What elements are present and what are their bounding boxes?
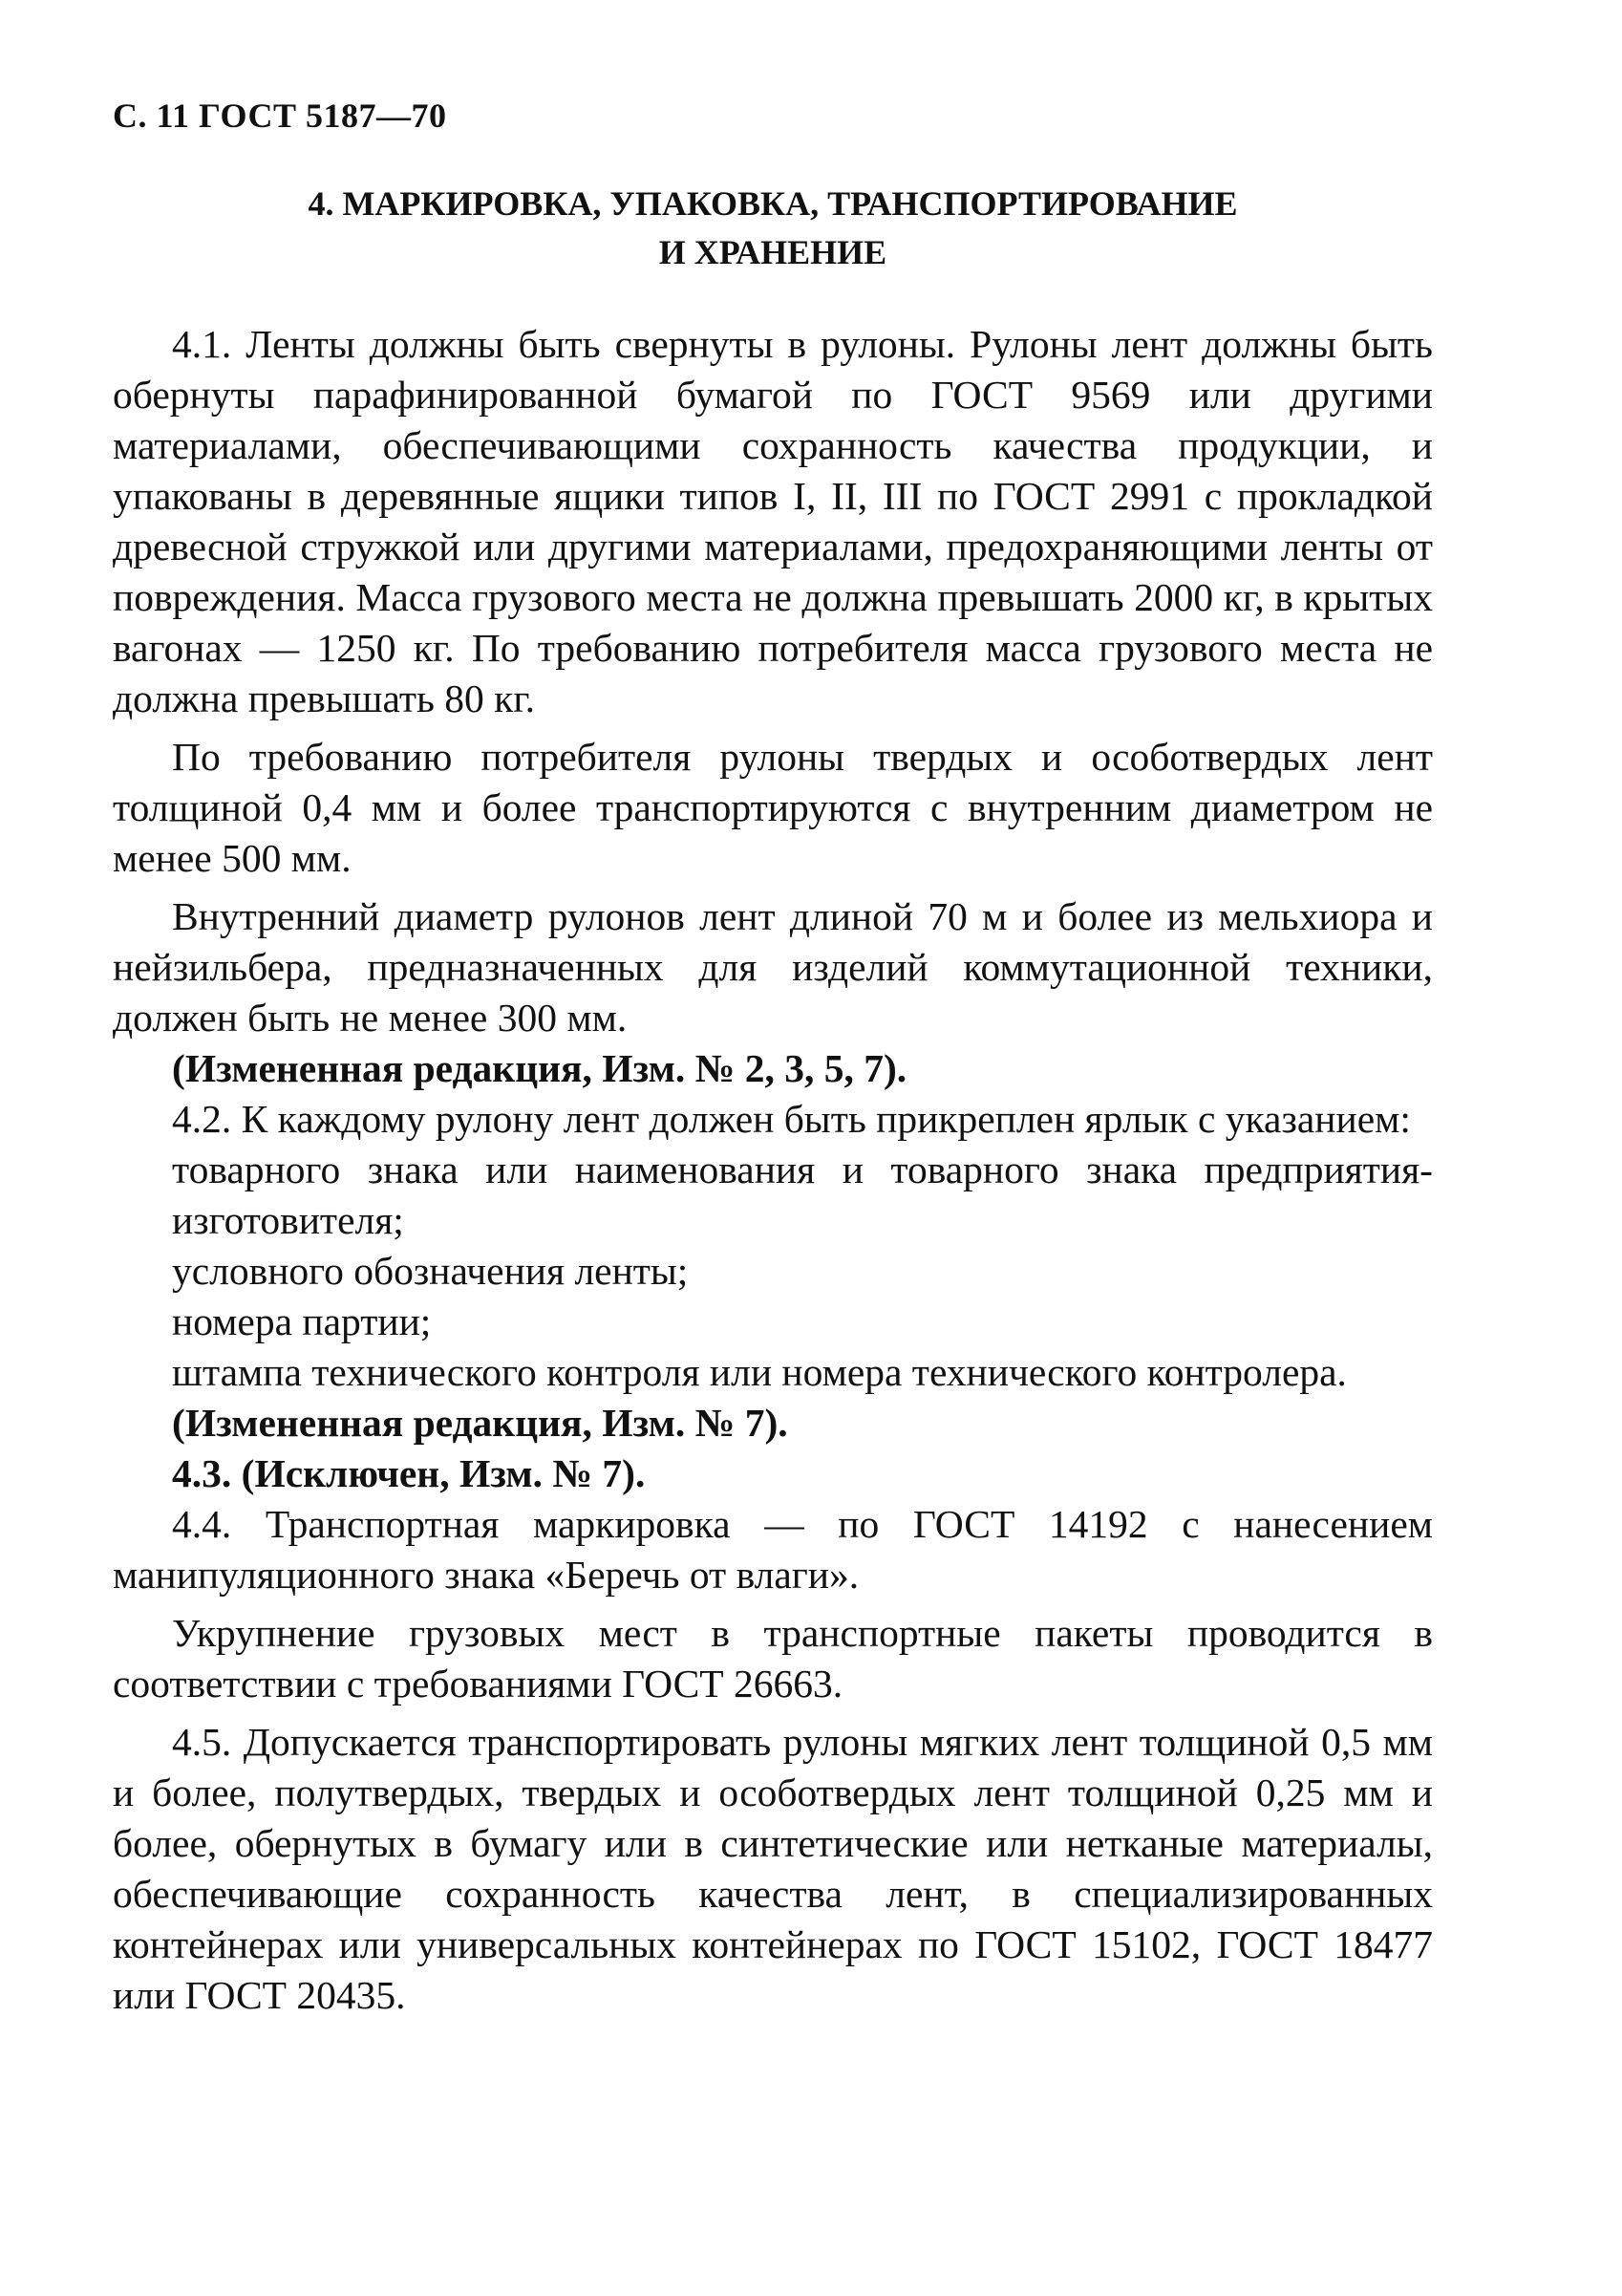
paragraph-4-2: 4.2. К каждому рулону лент должен быть прикреплен ярлык с указанием:: [172, 1097, 1411, 1141]
paragraph-4-1-inner-diameter: Внутренний диаметр рулонов лент длиной 70 м и более из мельхиора и нейзильбера, предназначенных для изделий коммутационной техники, должен быть не менее 300 мм.: [113, 894, 1433, 1040]
paragraph-4-1: 4.1. Ленты должны быть свернуты в рулоны. Рулоны лент должны быть обернуты парафинированной бумагой по ГОСТ 9569 или другими материалами, обеспечивающими сохранность качества продукции, и упакованы в деревянные ящики типов I, II, III по ГОСТ 2991 с прокладкой древесной стружкой или другими материалами, предохраняющими ленты от повреждения. Масса грузового места не должна превышать 2000 кг, в крытых вагонах — 1250 кг. По требованию потребителя масса грузового места не должна превышать 80 кг.: [113, 322, 1433, 720]
section-title: [113, 180, 1433, 277]
document-body: [113, 319, 1433, 2021]
page-header: С. 11 ГОСТ 5187—70: [113, 97, 447, 135]
section-title-line-1: 4. МАРКИРОВКА, УПАКОВКА, ТРАНСПОРТИРОВАНИЕ: [308, 184, 1238, 223]
label-list-item-3: номера партии;: [172, 1299, 432, 1343]
label-list-item-4: штампа технического контроля или номера технического контролера.: [172, 1350, 1347, 1394]
paragraph-4-4-consolidation: Укрупнение грузовых мест в транспортные пакеты проводится в соответствии с требованиями ГОСТ 26663.: [113, 1611, 1433, 1706]
label-list-item-1: товарного знака или наименования и товарного знака предприятия-изготовителя;: [172, 1148, 1433, 1242]
section-title-line-2: И ХРАНЕНИЕ: [658, 233, 887, 271]
amendment-note-4-1: (Измененная редакция, Изм. № 2, 3, 5, 7).: [172, 1046, 907, 1090]
document-page: [113, 96, 1433, 2021]
paragraph-4-3: 4.3. (Исключен, Изм. № 7).: [172, 1451, 646, 1495]
paragraph-4-1-consumer: По требованию потребителя рулоны твердых и особотвердых лент толщиной 0,4 мм и более транспортируются с внутренним диаметром не менее 500 мм.: [113, 735, 1433, 880]
amendment-note-4-2: (Измененная редакция, Изм. № 7).: [172, 1401, 788, 1445]
label-list-item-2: условного обозначения ленты;: [172, 1249, 689, 1293]
paragraph-4-4: 4.4. Транспортная маркировка — по ГОСТ 14192 с нанесением манипуляционного знака «Беречь от влаги».: [113, 1502, 1433, 1597]
paragraph-4-5: 4.5. Допускается транспортировать рулоны мягких лент толщиной 0,5 мм и более, полутвердых, твердых и особотвердых лент толщиной 0,25 мм и более, обернутых в бумагу или в синтетические или нетканые материалы, обеспечивающие сохранность качества лент, в специализированных контейнерах или универсальных контейнерах по ГОСТ 15102, ГОСТ 18477 или ГОСТ 20435.: [113, 1720, 1433, 2017]
